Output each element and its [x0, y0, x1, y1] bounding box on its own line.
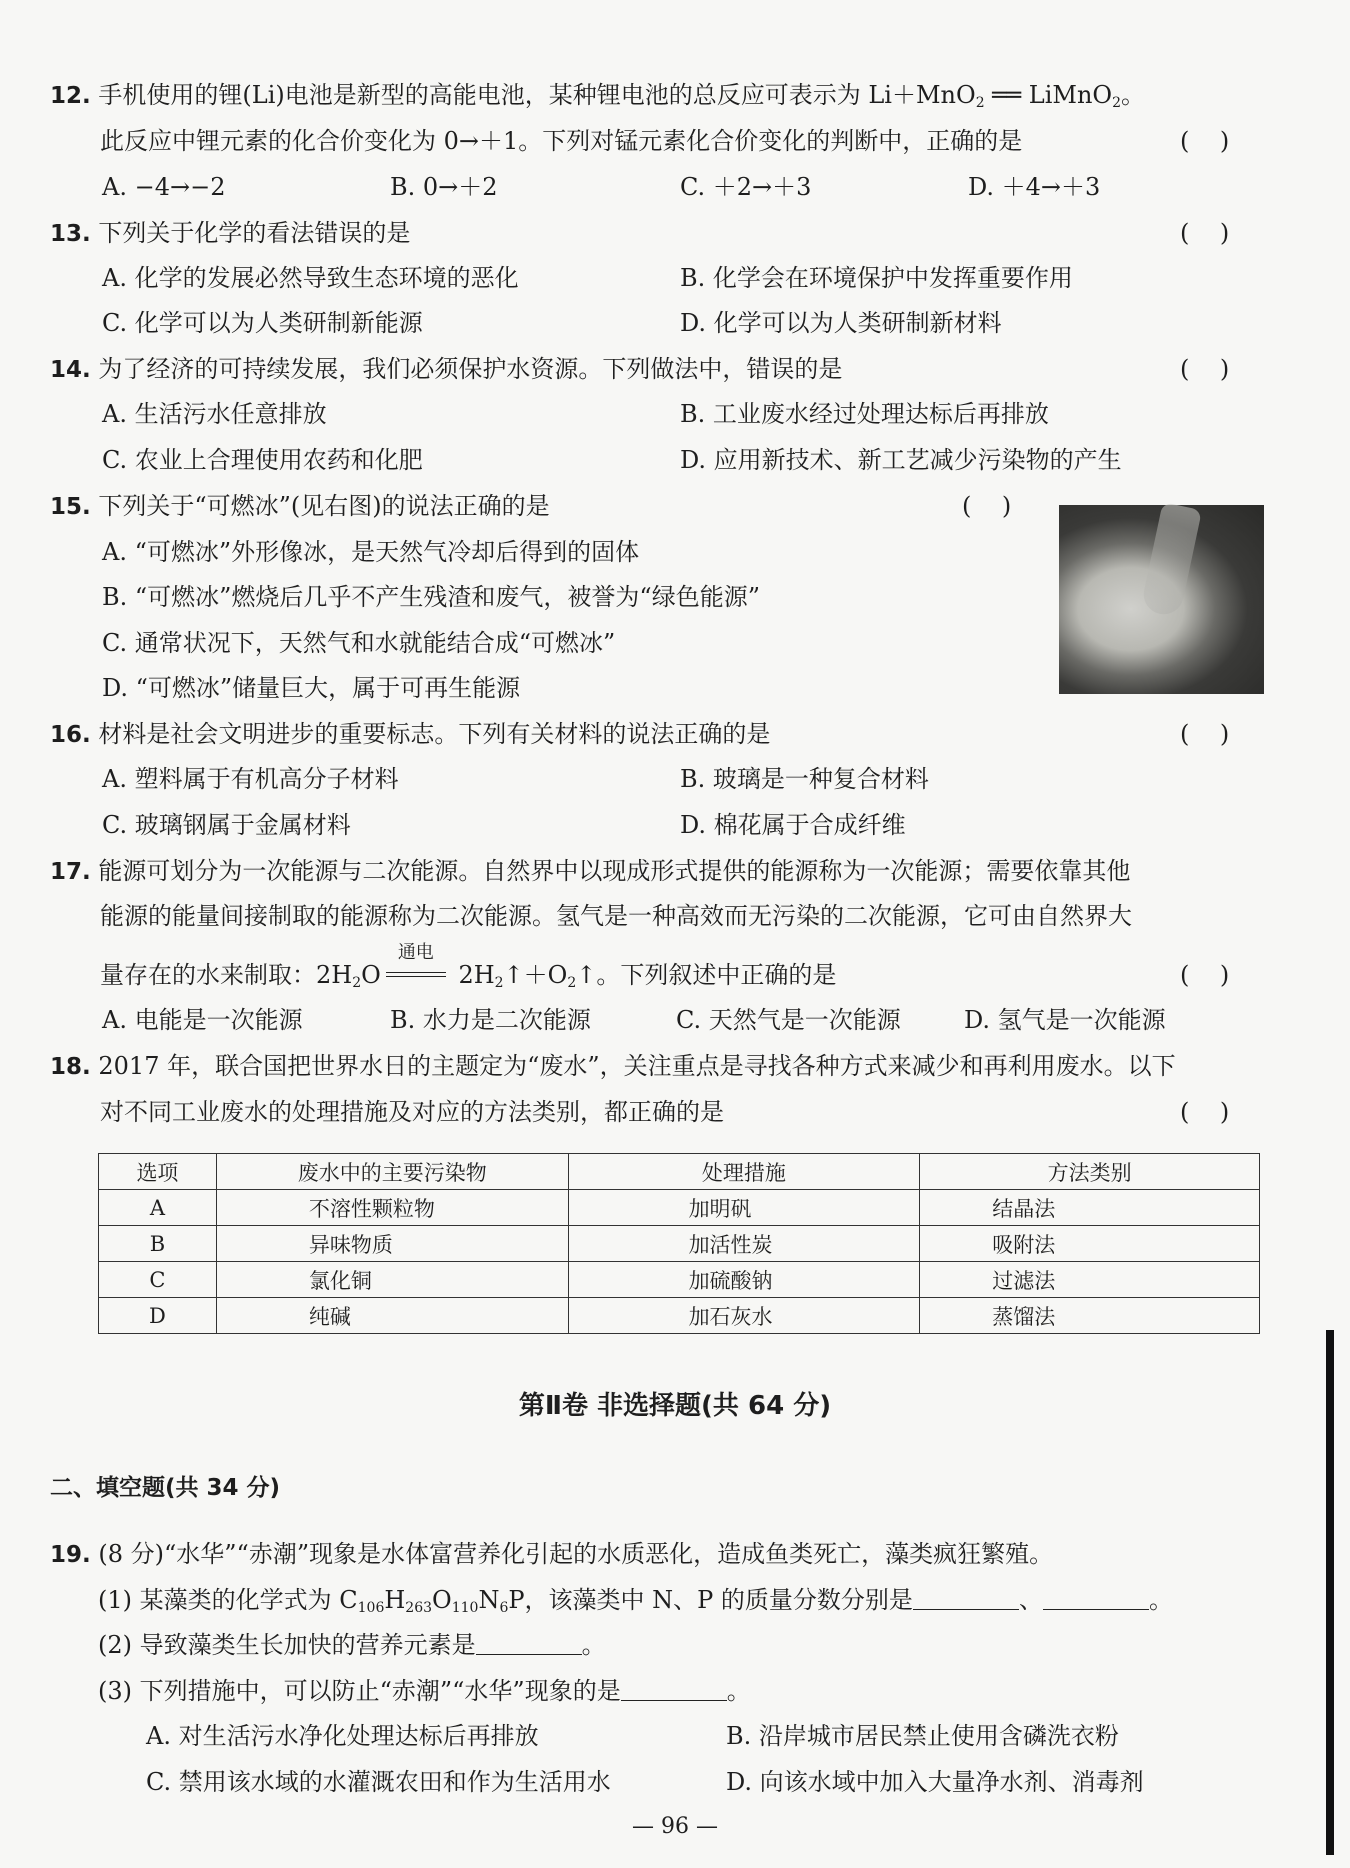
q14-option-a: A. 生活污水任意排放 [102, 400, 327, 428]
q18-stem-line2: 对不同工业废水的处理措施及对应的方法类别，都正确的是 [100, 1098, 724, 1126]
table-header-cell: 选项 [99, 1154, 217, 1190]
q12-option-a: A. −4→−2 [102, 173, 226, 201]
q15-stem: 15. 下列关于“可燃冰”(见右图)的说法正确的是 [50, 492, 550, 520]
part-title: 二、填空题(共 34 分) [50, 1475, 281, 1501]
q14-stem: 14. 为了经济的可持续发展，我们必须保护水资源。下列做法中，错误的是 [50, 355, 843, 383]
reaction-arrow [381, 942, 451, 990]
q14-answer-paren: ( ) [1180, 355, 1230, 383]
table-cell: A [99, 1190, 217, 1226]
table-cell: 加明矾 [568, 1190, 920, 1226]
q12-option-b: B. 0→＋2 [390, 173, 498, 201]
q16-stem: 16. 材料是社会文明进步的重要标志。下列有关材料的说法正确的是 [50, 720, 771, 748]
q12-number: 12. [50, 83, 91, 109]
q17-stem-line1: 17. 能源可划分为一次能源与二次能源。自然界中以现成形式提供的能源称为一次能源；需要依靠其他 [50, 857, 1131, 885]
q19-option-d: D. 向该水域中加入大量净水剂、消毒剂 [726, 1768, 1144, 1796]
q15-option-c: C. 通常状况下，天然气和水就能结合成“可燃冰” [102, 629, 616, 657]
q17-option-d: D. 氢气是一次能源 [964, 1006, 1166, 1034]
table-cell: 吸附法 [920, 1226, 1260, 1262]
answer-blank-n-fraction[interactable] [913, 1587, 1019, 1610]
q15-answer-paren: ( ) [962, 492, 1012, 520]
q17-option-a: A. 电能是一次能源 [102, 1006, 303, 1034]
table-cell: 纯碱 [216, 1298, 568, 1334]
table-cell: 加硫酸钠 [568, 1262, 920, 1298]
q13-option-a: A. 化学的发展必然导致生态环境的恶化 [102, 264, 519, 292]
page-edge-shadow [1326, 1330, 1334, 1855]
q17-stem-line3: 量存在的水来制取：$2H_2O$ 通电 $2H_2↑+O_2↑$。下列叙述中正确的是 [100, 960, 836, 990]
table-cell: B [99, 1226, 217, 1262]
q19-part1: (1) 某藻类的化学式为 $C_{106}H_{263}O_{110}N_6P$，该藻类中 N、P 的质量分数分别是 、 。 [98, 1586, 1173, 1616]
table-cell: 加活性炭 [568, 1226, 920, 1262]
q12-option-d: D. ＋4→＋3 [968, 173, 1101, 201]
answer-blank-measures[interactable] [621, 1678, 727, 1701]
q14-option-d: D. 应用新技术、新工艺减少污染物的产生 [680, 446, 1122, 474]
table-header-cell: 废水中的主要污染物 [216, 1154, 568, 1190]
q19-part3: (3) 下列措施中，可以防止“赤潮”“水华”现象的是 。 [98, 1677, 751, 1705]
table-cell: 异味物质 [216, 1226, 568, 1262]
table-header-cell: 处理措施 [568, 1154, 920, 1190]
q13-stem: 13. 下列关于化学的看法错误的是 [50, 219, 411, 247]
q12-answer-paren: ( ) [1180, 127, 1230, 155]
table-row [99, 1190, 1260, 1226]
q18-answer-paren: ( ) [1180, 1098, 1230, 1126]
table-row [99, 1298, 1260, 1334]
q14-option-c: C. 农业上合理使用农药和化肥 [102, 446, 423, 474]
q17-option-c: C. 天然气是一次能源 [676, 1006, 901, 1034]
q16-option-c: C. 玻璃钢属于金属材料 [102, 811, 351, 839]
table-row [99, 1226, 1260, 1262]
section-title: 第Ⅱ卷 非选择题(共 64 分) [518, 1391, 832, 1421]
answer-blank-nutrient[interactable] [476, 1632, 582, 1655]
answer-blank-p-fraction[interactable] [1043, 1587, 1149, 1610]
q16-option-d: D. 棉花属于合成纤维 [680, 811, 906, 839]
q19-option-a: A. 对生活污水净化处理达标后再排放 [146, 1722, 539, 1750]
q17-option-b: B. 水力是二次能源 [390, 1006, 591, 1034]
q12-option-c: C. ＋2→＋3 [680, 173, 812, 201]
page-number: — 96 — [632, 1814, 718, 1839]
table-cell: 不溶性颗粒物 [216, 1190, 568, 1226]
q16-answer-paren: ( ) [1180, 720, 1230, 748]
q17-stem-line2: 能源的能量间接制取的能源称为二次能源。氢气是一种高效而无污染的二次能源，它可由自然界大 [100, 902, 1132, 930]
q19-option-b: B. 沿岸城市居民禁止使用含磷洗衣粉 [726, 1722, 1119, 1750]
q19-part2: (2) 导致藻类生长加快的营养元素是 。 [98, 1631, 606, 1659]
table-cell: D [99, 1298, 217, 1334]
q13-option-b: B. 化学会在环境保护中发挥重要作用 [680, 264, 1073, 292]
table-header-row [99, 1154, 1260, 1190]
q15-option-b: B. “可燃冰”燃烧后几乎不产生残渣和废气，被誉为“绿色能源” [102, 583, 760, 611]
q18-stem-line1: 18. 2017 年，联合国把世界水日的主题定为“废水”，关注重点是寻找各种方式来减少和再利用废水。以下 [50, 1052, 1176, 1080]
q15-option-a: A. “可燃冰”外形像冰，是天然气冷却后得到的固体 [102, 538, 640, 566]
table-row [99, 1262, 1260, 1298]
q13-answer-paren: ( ) [1180, 219, 1230, 247]
q17-answer-paren: ( ) [1180, 961, 1230, 989]
q16-option-a: A. 塑料属于有机高分子材料 [102, 765, 399, 793]
table-cell: 蒸馏法 [920, 1298, 1260, 1334]
table-cell: 过滤法 [920, 1262, 1260, 1298]
q16-option-b: B. 玻璃是一种复合材料 [680, 765, 929, 793]
q13-option-c: C. 化学可以为人类研制新能源 [102, 309, 423, 337]
q14-option-b: B. 工业废水经过处理达标后再排放 [680, 400, 1049, 428]
q13-option-d: D. 化学可以为人类研制新材料 [680, 309, 1002, 337]
table-cell: C [99, 1262, 217, 1298]
q19-option-c: C. 禁用该水域的水灌溉农田和作为生活用水 [146, 1768, 611, 1796]
table-header-cell: 方法类别 [920, 1154, 1260, 1190]
reaction-condition: 通电 [397, 942, 434, 963]
q12-stem-line2: 此反应中锂元素的化合价变化为 0→＋1。下列对锰元素化合价变化的判断中，正确的是 [100, 127, 1023, 155]
table-cell: 结晶法 [920, 1190, 1260, 1226]
q15-option-d: D. “可燃冰”储量巨大，属于可再生能源 [102, 674, 521, 702]
combustible-ice-photo [1059, 505, 1264, 694]
table-cell: 加石灰水 [568, 1298, 920, 1334]
q19-stem: 19. (8 分)“水华”“赤潮”现象是水体富营养化引起的水质恶化，造成鱼类死亡，藻类疯狂繁殖。 [50, 1540, 1054, 1568]
q12-stem-line1: 12. 手机使用的锂(Li)电池是新型的高能电池，某种锂电池的总反应可表示为 Li＋MnO$_2$ ══ LiMnO$_2$。 [50, 81, 1146, 111]
table-cell: 氯化铜 [216, 1262, 568, 1298]
wastewater-treatment-table [98, 1153, 1260, 1334]
